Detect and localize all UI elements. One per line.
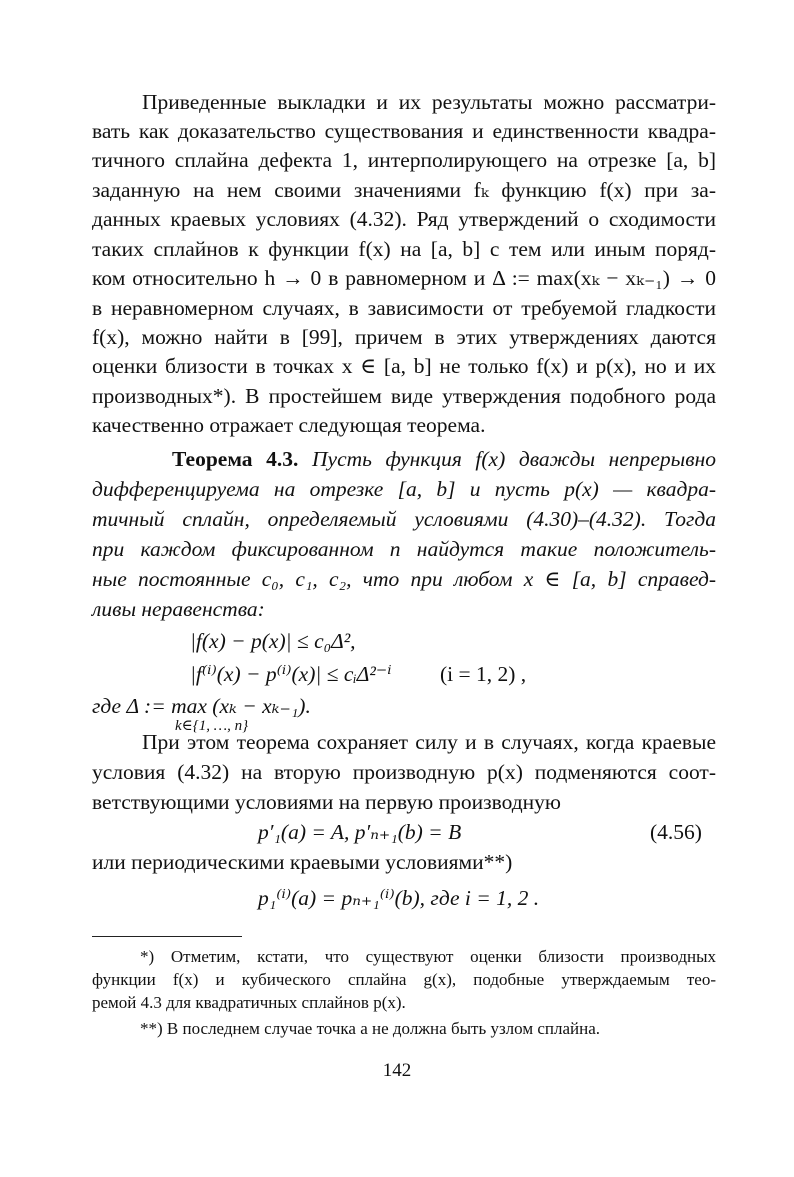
text-line: ком относительно h → 0 в равномерном и Δ := max(xₖ − xₖ₋₁) → 0: [92, 266, 716, 290]
periodic-formula: p₁⁽ⁱ⁾(a) = pₙ₊₁⁽ⁱ⁾(b), где i = 1, 2 .: [258, 886, 540, 910]
text-line: производных*). В простейшем виде утверждения подобного рода: [92, 384, 716, 408]
equation-number: (4.56): [650, 820, 702, 844]
footnote-2: **) В последнем случае точка a не должна быть узлом сплайна.: [140, 1019, 600, 1038]
inequality-2: |f⁽ⁱ⁾(x) − p⁽ⁱ⁾(x)| ≤ cᵢΔ²⁻ⁱ: [190, 662, 392, 686]
text-line: качественно отражает следующая теорема.: [92, 413, 486, 437]
text-line: данных краевых условиях (4.32). Ряд утверждений о сходимости: [92, 207, 716, 231]
text-line: таких сплайнов к функции f(x) на [a, b] с тем или иным поряд-: [92, 237, 716, 261]
text-line: вать как доказательство существования и единственности квадра-: [92, 119, 716, 143]
footnote-divider: [92, 936, 242, 937]
text-line: оценки близости в точках x ∈ [a, b] не только f(x) и p(x), но и их: [92, 354, 716, 378]
text-line: условия (4.32) на вторую производную p(x) подменяются соот-: [92, 760, 716, 784]
text-line: ные постоянные c₀, c₁, c₂, что при любом x ∈ [a, b] справед-: [92, 567, 716, 591]
text-line: ливы неравенства:: [92, 597, 265, 621]
text-line: тичного сплайна дефекта 1, интерполирующего на отрезке [a, b]: [92, 148, 716, 172]
inequality-2-condition: (i = 1, 2) ,: [440, 662, 527, 686]
text-line: Пусть функция f(x) дважды непрерывно: [312, 447, 716, 471]
delta-definition: где Δ := max (xₖ − xₖ₋₁).: [92, 694, 311, 718]
footnote-1-line: функции f(x) и кубического сплайна g(x), подобные утверждаемым тео-: [92, 970, 716, 989]
page-number: 142: [382, 1060, 412, 1081]
inequality-1: |f(x) − p(x)| ≤ c₀Δ²,: [190, 629, 356, 653]
text-line: дифференцируема на отрезке [a, b] и пусть p(x) — квадра-: [92, 477, 716, 501]
text-line: тичный сплайн, определяемый условиями (4.30)–(4.32). Тогда: [92, 507, 716, 531]
max-subscript: k∈{1, …, n}: [175, 718, 249, 734]
periodic-conditions-line: или периодическими краевыми условиями**): [92, 850, 513, 874]
text-line: Приведенные выкладки и их результаты можно рассматри-: [142, 90, 716, 114]
text-line: ветствующими условиями на первую производную: [92, 790, 561, 814]
footnote-1-line: *) Отметим, кстати, что существуют оценки близости производных: [140, 947, 716, 966]
text-line: в неравномерном случаях, в зависимости от требуемой гладкости: [92, 296, 716, 320]
theorem-label: Теорема 4.3.: [172, 447, 299, 471]
text-line: при каждом фиксированном n найдутся такие положитель-: [92, 537, 716, 561]
text-line: заданную на нем своими значениями fₖ функцию f(x) при за-: [92, 178, 716, 202]
equation-4-56: p′₁(a) = A, p′ₙ₊₁(b) = B: [258, 820, 462, 844]
text-line: При этом теорема сохраняет силу и в случаях, когда краевые: [142, 730, 716, 754]
theorem-first-line: [172, 445, 716, 473]
text-line: f(x), можно найти в [99], причем в этих утверждениях даются: [92, 325, 716, 349]
footnote-1-line: ремой 4.3 для квадратичных сплайнов p(x).: [92, 993, 406, 1012]
